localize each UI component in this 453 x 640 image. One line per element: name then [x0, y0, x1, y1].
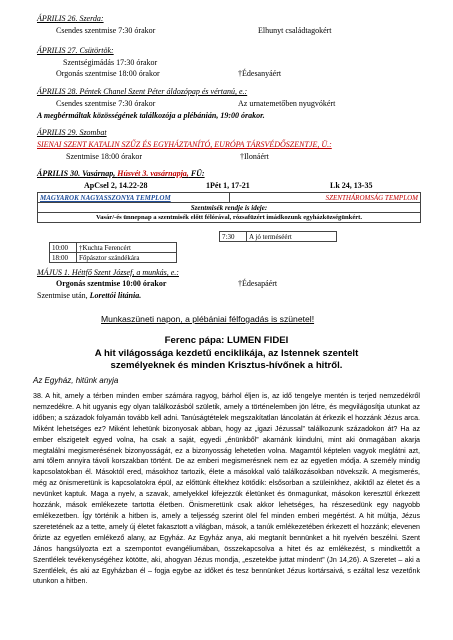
church-right: SZENTHÁROMSÁG TEMPLOM — [229, 193, 421, 203]
row-intention: †Kuchta Ferencért — [77, 243, 177, 253]
rank: FÜ: — [188, 169, 205, 178]
reading-3: Lk 24, 13-35 — [330, 181, 373, 190]
article-title: Ferenc pápa: LUMEN FIDEI — [164, 335, 289, 346]
mass-intention: Az urnatemetőben nyugvókért — [238, 99, 336, 108]
sunday-name: Húsvét 3. vasárnapja, — [117, 169, 189, 178]
day-heading-apr28: ÁPRILIS 28. Péntek Chanel Szent Péter áldozópap és vértanú, e.: — [37, 87, 248, 96]
mass-intention: †Édesanyáért — [238, 69, 282, 78]
mass-intention: †Ilonáért — [240, 152, 269, 161]
adoration-time: Szentségimádás 17:30 órakor — [63, 58, 158, 67]
mass-intention: Elhunyt családtagokért — [258, 26, 332, 35]
mass-time: Szentmise 18:00 órakor — [66, 152, 142, 161]
rosary-note: Vasár/-és ünnepnap a szentmisék előtt félórával, rózsafüzért imádkozunk egyházközségünkért. — [38, 213, 421, 223]
reading-2: 1Pét 1, 17-21 — [206, 181, 250, 190]
feast-title: SIENAI SZENT KATALIN SZŰZ ÉS EGYHÁZTANÍTÓ, EURÓPA TÁRSVÉDŐSZENTJE, Ü.: — [37, 140, 332, 149]
row-intention: A jó terméséért — [247, 232, 337, 242]
day-heading-apr27: ÁPRILIS 27. Csütörtök: — [37, 46, 114, 55]
litany: Lorettói litánia. — [89, 291, 142, 300]
mass-time: Orgonás szentmise 18:00 órakor — [56, 69, 160, 78]
church-left: MAGYAROK NAGYASSZONYA TEMPLOM — [38, 193, 230, 203]
day-heading-apr29: ÁPRILIS 29. Szombat — [37, 128, 107, 137]
article-subtitle-2: személyeknek és minden Krisztus-hívőnek a hitről. — [110, 360, 343, 371]
after-mass-note — [37, 291, 141, 300]
mass-time: Csendes szentmise 7:30 órakor — [56, 26, 156, 35]
reading-1: ApCsel 2, 14.22-28 — [84, 181, 148, 190]
office-notice: Munkaszüneti napon, a plébániai félfogadás is szünetel! — [101, 314, 315, 324]
mass-row-1 — [219, 231, 337, 242]
day-label: ÁPRILIS 30. Vasárnap, — [37, 169, 118, 178]
order-heading: Szentmisék rendje is ideje: — [38, 203, 421, 213]
article-body: 38. A hit, amely a térben minden ember számára ragyog, bárhol éljen is, az idő tengelye mentén is terjed nemzedékről nemzedékre. A hit ugyanis egy olyan találkozásból születik, amely a történelemben jön létre, és megvilágosítja utunkat az időben; a századok folyamán tovább kell adni. Tanúságtételek megszakítatlan láncolatán át érkezik el hozzánk Jézus arca. Miként lehetséges ez? Miként lehetünk bizonyosak abban, hogy az „igazi Jézussal” találkozunk századokon át? Ha az ember elszigetelt egyed volna, ha csak a saját, egyedi „énünkből” akarnánk kiindulni, mint aki önmagában akarja megtalálni megismerésének bizonyosságát, ez a bizonyosság lehetetlen volna. Magamtól képtelen vagyok meglátni azt, ami tőlem annyira távoli korszakban történt. De az emberi megismerésnek nem ez az egyetlen módja. A személy mindig kapcsolatokban él. Másoktól ered, másokhoz tartozik, élete a másokkal való találkozásokban növekszik. A megismerés, még az önismeretünk is kapcsolatokra épül, az előttünk éltekhez kötődik: elsősorban a szüleinkhez, akiktől az életet és a nevünket kaptuk. Maga a nyelv, a szavak, amelyekkel kifejezzük életünket és önmagunkat, másokon keresztül érkezett hozzánk, mások emlékezete tartotta életben. Önismeretünk csak akkor lehetséges, ha részesedünk egy nagyobb emlékezetben. Így történik a hitben is, amely a teljesség szerint ölel fel minden emberi megértést. A hit múltja, Jézus szeretetének az a tette, amely új életet fakasztott a világban, mások, a tanúk emlékezetében érkezett el hozzánk; elevenen őrizte az egyetlen emlékező alany, az Egyház. Az Egyház anya, aki megtanít bennünket a hit nyelvén beszélni. Szent János hangsúlyozta ezt a szempontot evangéliumában, összekapcsolva a hitet és az emlékezést, s mindkettőt a Szentlélek tevékenységéhez kötötte, aki, ahogyan Jézus mondja, „eszetekbe juttat mindent” (Jn 14,26). A Szeretet – aki a Szentlélek, és aki az Egyházban él – fogja egybe az időket és tesz bennünket Jézus kortársaivá, s ezáltal lesz vezetőnk utunkon a hitben. — [33, 392, 420, 586]
mass-schedule-table — [37, 192, 421, 223]
mass-time: Csendes szentmise 7:30 órakor — [56, 99, 156, 108]
mass-time: Orgonás szentmise 10:00 órakor — [56, 279, 167, 288]
section-heading: Az Egyház, hitünk anyja — [33, 376, 119, 385]
row-intention: Főpásztor szándékára — [77, 253, 177, 263]
after-mass-label: Szentmise után, — [37, 291, 90, 300]
article-subtitle-1: A hit világossága kezdetű enciklikája, az Istennek szentelt — [94, 348, 359, 359]
mass-intention: †Édesapáért — [238, 279, 278, 288]
day-heading-apr26: ÁPRILIS 26. Szerda: — [37, 14, 104, 23]
mass-rows — [49, 242, 177, 263]
day-heading-may1: MÁJUS 1. Héttfő Szent József, a munkás, e.: — [37, 268, 179, 277]
day-heading-apr30 — [37, 169, 205, 178]
row-time: 18:00 — [50, 253, 77, 263]
row-time: 7:30 — [220, 232, 247, 242]
event-note: A megbérmáltak közösségének találkozója a plébánián, 19:00 órakor. — [37, 111, 265, 120]
row-time: 10:00 — [50, 243, 77, 253]
